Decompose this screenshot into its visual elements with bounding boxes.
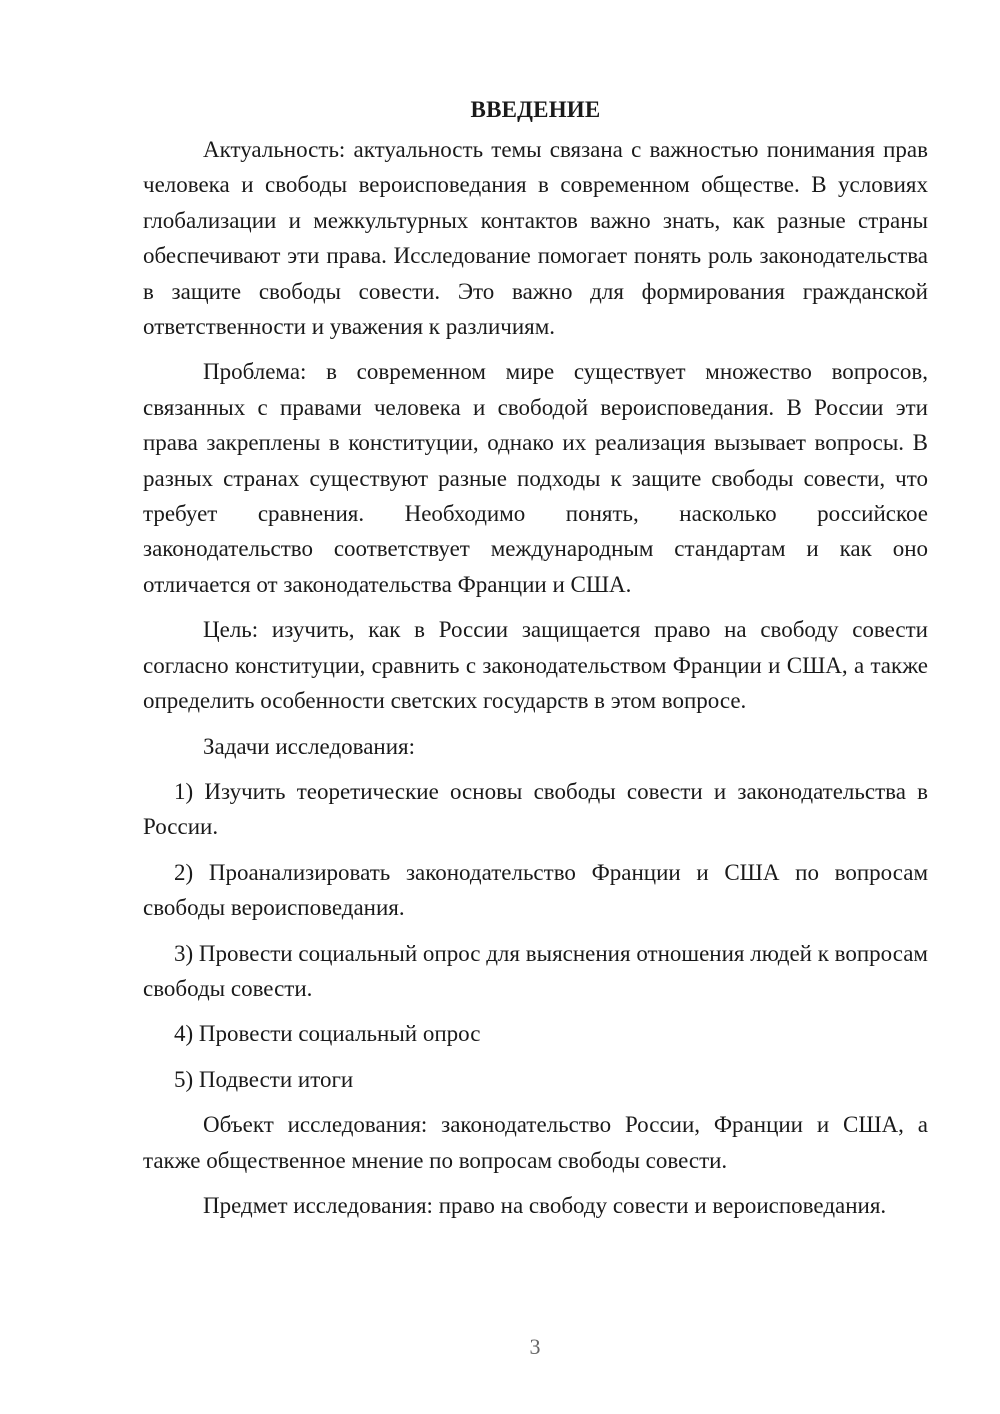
task-item-2: 2) Проанализировать законодательство Франции и США по вопросам свободы вероисповедания. — [143, 859, 928, 921]
paragraph-relevance: Актуальность: актуальность темы связана с важностью понимания прав человека и свободы вероисповедания в современном обществе. В условиях глобализации и межкультурных контактов важно знать, как разные страны обеспечивают эти права. Исследование помогает понять роль законодательства в защите свободы совести. Это важно для формирования гражданской ответственности и уважения к различиям. — [143, 137, 928, 340]
task-item-1: 1) Изучить теоретические основы свободы совести и законодательства в России. — [143, 778, 928, 840]
page-content — [143, 92, 928, 1233]
paragraph-object: Объект исследования: законодательство России, Франции и США, а также общественное мнение по вопросам свободы совести. — [143, 1112, 928, 1173]
page-title: ВВЕДЕНИЕ — [470, 97, 601, 122]
task-item-4: 4) Провести социальный опрос — [174, 1021, 481, 1047]
paragraph-goal: Цель: изучить, как в России защищается право на свободу совести согласно конституции, сравнить с законодательством Франции и США, а также определить особенности светских государств в этом вопросе. — [143, 617, 928, 714]
tasks-heading: Задачи исследования: — [203, 733, 416, 759]
page-number: 3 — [529, 1334, 541, 1359]
task-item-3: 3) Провести социальный опрос для выяснения отношения людей к вопросам свободы совести. — [143, 940, 928, 1001]
paragraph-problem: Проблема: в современном мире существует множество вопросов, связанных с правами человека и свободой вероисповедания. В России эти права закреплены в конституции, однако их реализация вызывает вопросы. В разных странах существуют разные подходы к защите свободы совести, что требует сравнения. Необходимо понять, насколько российское законодательство соответствует международным стандартам и как оно отличается от законодательства Франции и США. — [143, 359, 928, 597]
paragraph-subject: Предмет исследования: право на свободу совести и вероисповедания. — [203, 1192, 887, 1218]
task-item-5: 5) Подвести итоги — [174, 1066, 354, 1092]
